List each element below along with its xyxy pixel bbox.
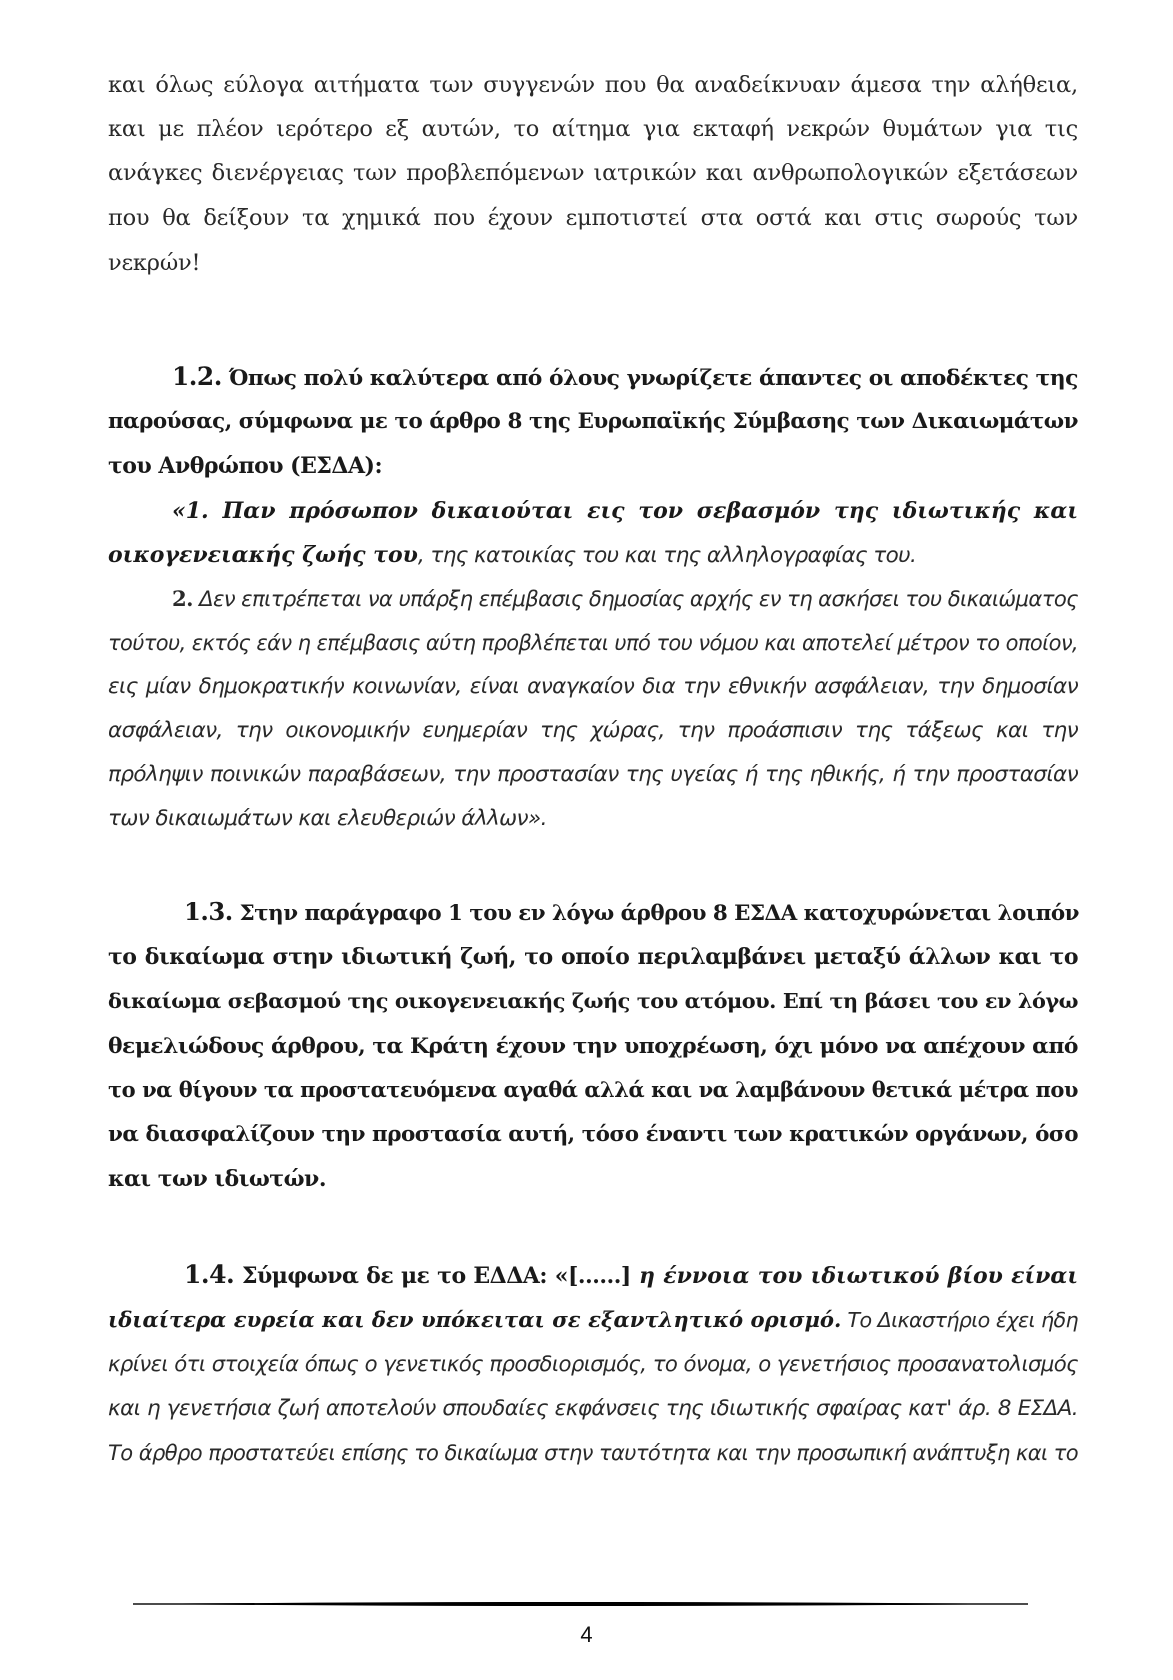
page-number: 4 — [580, 1622, 593, 1647]
intro-line: νεκρών! — [108, 250, 201, 276]
quote-line — [108, 584, 1078, 614]
section-1-3-line: δικαίωμα σεβασμού της οικογενειακής ζωής του ατόμου. Επί τη βάσει του εν λόγω — [108, 988, 1078, 1013]
intro-line: που θα δείξουν τα χημικά που έχουν εμποτιστεί στα οστά και στις σωρούς των — [108, 205, 1078, 231]
intro-line: και όλως εύλογα αιτήματα των συγγενών που θα αναδείκνυαν άμεσα την αλήθεια, — [108, 72, 1078, 98]
section-1-4-heading-line — [108, 1260, 1078, 1291]
section-text: Στην παράγραφο 1 του εν λόγω άρθρου 8 ΕΣΔΑ κατοχυρώνεται λοιπόν — [239, 901, 1079, 926]
quote-line: τούτου, εκτός εάν η επέμβασις αύτη προβλέπεται υπό του νόμου και αποτελεί μέτρον το οποίον, — [108, 631, 1078, 655]
section-1-3-heading-line — [108, 897, 1078, 929]
section-text: Σύμφωνα δε με το ΕΔΔΑ: «[……] — [241, 1263, 631, 1289]
quote-line: των δικαιωμάτων και ελευθεριών άλλων». — [108, 806, 547, 831]
section-1-3-line: το δικαίωμα στην ιδιωτική ζωή, το οποίο περιλαμβάνει μεταξύ άλλων και το — [108, 944, 1078, 970]
section-1-4-line: και η γενετήσια ζωή αποτελούν σπουδαίες εκφάνσεις της ιδιωτικής σφαίρας κατ' άρ. 8 ΕΣΔΑ. — [108, 1396, 1078, 1421]
section-number: 1.4. — [184, 1260, 235, 1289]
section-1-3-line: να διασφαλίζουν την προστασία αυτή, τόσο έναντι των κρατικών οργάνων, όσο — [108, 1122, 1078, 1147]
section-text: Το Δικαστήριο έχει ήδη — [841, 1308, 1078, 1332]
intro-line: ανάγκες διενέργειας των προβλεπόμενων ιατρικών και ανθρωπολογικών εξετάσεων — [108, 160, 1078, 186]
section-1-2-heading-line — [108, 362, 1078, 393]
intro-line: και με πλέον ιερότερο εξ αυτών, το αίτημα για εκταφή νεκρών θυμάτων για τις — [108, 116, 1078, 142]
section-text: Όπως πολύ καλύτερα από όλους γνωρίζετε άπαντες οι αποδέκτες της — [228, 365, 1078, 391]
quote-line — [108, 540, 1078, 571]
section-emphasis: η έννοια του ιδιωτικού βίου είναι — [630, 1263, 1079, 1289]
quote-line: πρόληψιν ποινικών παραβάσεων, την προστασίαν της υγείας ή της ηθικής, ή την προστασίαν — [108, 762, 1078, 787]
quote-text: , της κατοικίας του και της αλληλογραφίας του. — [417, 543, 917, 568]
section-number: 1.3. — [184, 897, 233, 926]
quote-text: Δεν επιτρέπεται να υπάρξη επέμβασις δημοσίας αρχής εν τη ασκήσει του δικαιώματος — [199, 586, 1078, 611]
section-1-2-line: του Ανθρώπου (ΕΣΔΑ): — [108, 453, 383, 479]
section-1-4-line: κρίνει ότι στοιχεία όπως ο γενετικός προσδιορισμός, το όνομα, ο γενετήσιος προσανατολισμός — [108, 1352, 1078, 1377]
section-1-4-line — [108, 1305, 1078, 1336]
section-number: 1.2. — [172, 362, 222, 391]
quote-para-number: 2. — [172, 586, 193, 611]
section-1-4-line: Το άρθρο προστατεύει επίσης το δικαίωμα στην ταυτότητα και την προσωπική ανάπτυξη και το — [108, 1440, 1078, 1465]
quote-line: «1. Παν πρόσωπον δικαιούται εις τον σεβασμόν της ιδιωτικής και — [172, 498, 1078, 524]
quote-line: εις μίαν δημοκρατικήν κοινωνίαν, είναι αναγκαίον δια την εθνικήν ασφάλειαν, την δημοσίαν — [108, 674, 1078, 699]
section-1-3-line: θεμελιώδους άρθρου, τα Κράτη έχουν την υποχρέωση, όχι μόνο να απέχουν από — [108, 1033, 1078, 1059]
section-1-3-line: και των ιδιωτών. — [108, 1166, 326, 1192]
section-emphasis: ιδιαίτερα ευρεία και δεν υπόκειται σε εξαντλητικό ορισμό. — [108, 1307, 842, 1332]
quote-emphasis: οικογενειακής ζωής του — [108, 542, 418, 568]
section-1-2-line: παρούσας, σύμφωνα με το άρθρο 8 της Ευρωπαϊκής Σύμβασης των Δικαιωμάτων — [108, 409, 1078, 434]
quote-line: ασφάλειαν, την οικονομικήν ευημερίαν της χώρας, την προάσπισιν της τάξεως και την — [108, 718, 1078, 743]
section-1-3-line: το να θίγουν τα προστατευόμενα αγαθά αλλά και να λαμβάνουν θετικά μέτρα που — [108, 1077, 1078, 1102]
footer-divider — [133, 1600, 1028, 1608]
